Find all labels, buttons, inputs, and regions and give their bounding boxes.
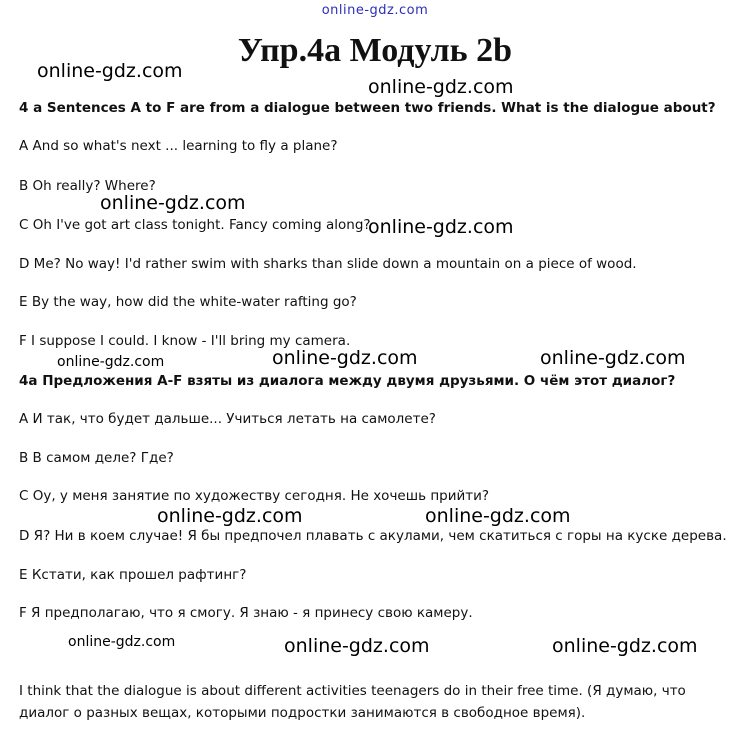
russian-line-c: C Оу, у меня занятие по художеству сегодня. Не хочешь прийти? (19, 488, 490, 504)
watermark: online-gdz.com (37, 60, 183, 82)
russian-line-b: B В самом деле? Где? (19, 450, 174, 466)
watermark: online-gdz.com (368, 216, 514, 238)
watermark: online-gdz.com (57, 354, 165, 370)
watermark: online-gdz.com (100, 192, 246, 214)
russian-line-a: A И так, что будет дальше... Учиться летать на самолете? (19, 411, 436, 427)
watermark: online-gdz.com (272, 347, 418, 369)
english-line-b: B Oh really? Where? (19, 178, 156, 194)
answer-paragraph: I think that the dialogue is about different activities teenagers do in their free time. (Я думаю, что диалог о разных вещах, которыми подростки занимаются в свободное время). (19, 683, 686, 721)
watermark: online-gdz.com (68, 634, 176, 650)
russian-heading: 4a Предложения A-F взяты из диалога между двумя друзьями. О чём этот диалог? (19, 373, 676, 389)
watermark: online-gdz.com (540, 347, 686, 369)
english-line-f: F I suppose I could. I know - I'll bring my camera. (19, 333, 351, 349)
watermark: online-gdz.com (425, 505, 571, 527)
english-line-e: E By the way, how did the white-water rafting go? (19, 294, 357, 310)
watermark: online-gdz.com (552, 635, 698, 657)
english-line-d: D Me? No way! I'd rather swim with sharks than slide down a mountain on a piece of wood. (19, 256, 637, 272)
english-line-c: C Oh I've got art class tonight. Fancy coming along? (19, 217, 371, 233)
page-title: Упр.4a Модуль 2b (237, 32, 513, 69)
english-line-a: A And so what's next ... learning to fly a plane? (19, 138, 338, 154)
watermark: online-gdz.com (157, 505, 303, 527)
watermark: online-gdz.com (368, 76, 514, 98)
watermark: online-gdz.com (284, 635, 430, 657)
russian-line-f: F Я предполагаю, что я смогу. Я знаю - я принесу свою камеру. (19, 605, 473, 621)
russian-line-d: D Я? Ни в коем случае! Я бы предпочел плавать с акулами, чем скатиться с горы на куске дерева. (19, 528, 727, 544)
english-heading: 4 a Sentences A to F are from a dialogue between two friends. What is the dialogue about? (19, 100, 716, 116)
site-watermark-top: online-gdz.com (321, 3, 429, 18)
russian-line-e: E Кстати, как прошел рафтинг? (19, 567, 247, 583)
